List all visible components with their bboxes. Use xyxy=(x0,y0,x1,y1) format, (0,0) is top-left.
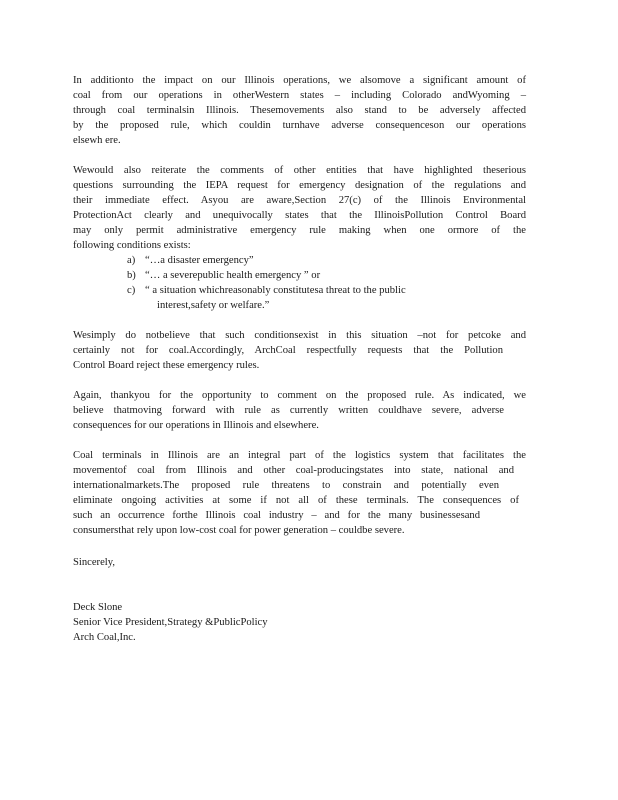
text-line: questions surrounding the IEPA request for emergency designation of the regulations and xyxy=(73,180,526,191)
list-marker: c) xyxy=(127,285,136,296)
text-line: certainly not for coal.Accordingly, ArchCoal respectfully requests that the Pollution xyxy=(73,345,503,356)
text-line: Again, thankyou for the opportunity to comment on the proposed rule. As indicated, we xyxy=(73,390,526,401)
text-line: consequences for our operations in Illinois and elsewhere. xyxy=(73,420,319,431)
list-marker: b) xyxy=(127,270,136,281)
text-line: believe thatmoving forward with rule as currently written couldhave severe, adverse xyxy=(73,405,504,416)
list-marker: a) xyxy=(127,255,136,266)
text-line: by the proposed rule, which couldin turnhave adverse consequenceson our operations xyxy=(73,120,526,131)
text-line: elsewh ere. xyxy=(73,135,121,146)
list-item: “ a situation whichreasonably constitutesa threat to the public xyxy=(145,285,406,296)
text-line: Wesimply do notbelieve that such conditionsexist in this situation –not for petcoke and xyxy=(73,330,526,341)
list-item-continuation: interest,safety or welfare.” xyxy=(157,300,270,311)
text-line: such an occurrence forthe Illinois coal industry – and for the many businessesand xyxy=(73,510,480,521)
text-line: Coal terminals in Illinois are an integral part of the logistics system that facilitates the xyxy=(73,450,526,461)
signer-name: Deck Slone xyxy=(73,602,123,613)
text-line: following conditions exists: xyxy=(73,240,191,251)
text-line: ProtectionAct clearly and unequivocally states that the IllinoisPollution Control Board xyxy=(73,210,526,221)
text-line: movementof coal from Illinois and other coal-producingstates into state, national and xyxy=(73,465,514,476)
closing: Sincerely, xyxy=(73,557,115,568)
signer-title: Senior Vice President,Strategy &PublicPolicy xyxy=(73,617,268,628)
text-line: may only permit administrative emergency rule making when one ormore of the xyxy=(73,225,526,236)
text-line: consumersthat rely upon low-cost coal for power generation – couldbe severe. xyxy=(73,525,405,536)
text-line: coal from our operations in otherWestern states – including Colorado andWyoming – xyxy=(73,90,526,101)
text-line: Wewould also reiterate the comments of other entities that have highlighted theserious xyxy=(73,165,526,176)
signer-company: Arch Coal,Inc. xyxy=(73,632,136,643)
text-line: Control Board reject these emergency rules. xyxy=(73,360,260,371)
text-line: their immediate effect. Asyou are aware,Section 27(c) of the Illinois Environmental xyxy=(73,195,526,206)
list-item: “… a severepublic health emergency ” or xyxy=(145,270,321,281)
list-item: “…a disaster emergency” xyxy=(145,255,254,266)
text-line: through coal terminalsin Illinois. Thesemovements also stand to be adversely affected xyxy=(73,105,526,116)
text-line: In additionto the impact on our Illinois operations, we alsomove a significant amount of xyxy=(73,75,526,86)
text-line: eliminate ongoing activities at some if not all of these terminals. The consequences of xyxy=(73,495,519,506)
text-line: internationalmarkets.The proposed rule threatens to constrain and potentially even xyxy=(73,480,499,491)
